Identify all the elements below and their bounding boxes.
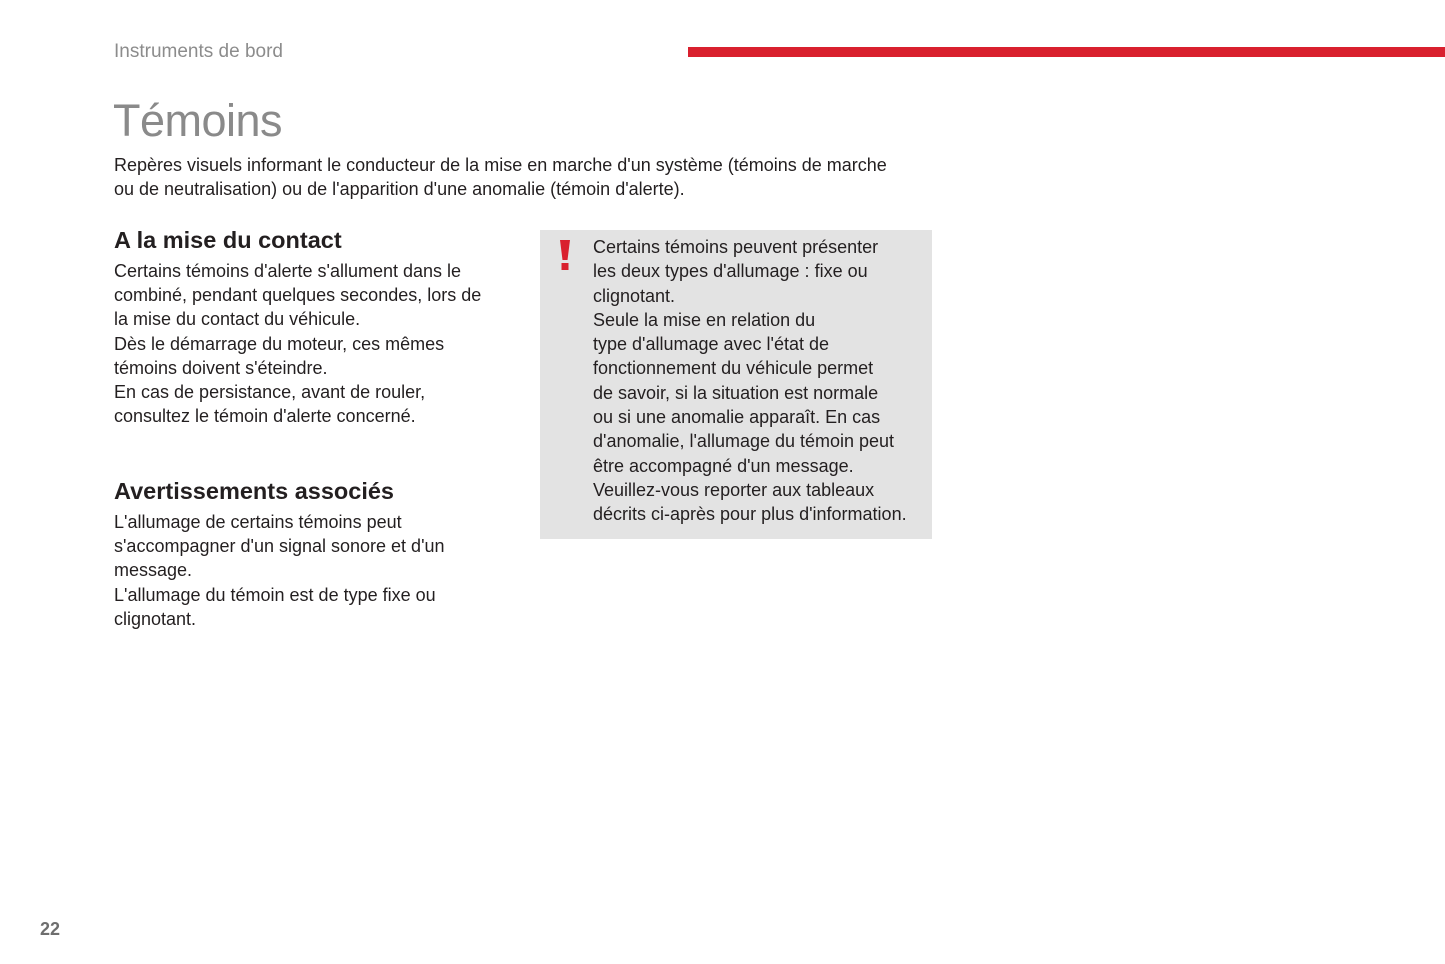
section-heading: Avertissements associés <box>114 478 394 504</box>
section-body: Certains témoins d'alerte s'allument dans le combiné, pendant quelques secondes, lors de la mise du contact du véhicule. Dès le démarrage du moteur, ces mêmes témoins doivent s'éteindre. En cas de persistance, avant de rouler, consultez le témoin d'alerte concerné. <box>114 261 482 427</box>
note-text: Certains témoins peuvent présenter les deux types d'allumage : fixe ou clignotant. Seule la mise en relation du type d'allumage avec l'état de fonctionnement du véhicule permet de savoir, si la situation est normale ou si une anomalie apparaît. En cas d'anomalie, l'allumage du témoin peut être accompagné d'un message. Veuillez-vous reporter aux tableaux décrits ci-après pour plus d'information. <box>593 237 907 525</box>
warning-note-box <box>540 230 932 539</box>
page-number: 22 <box>40 919 61 939</box>
section-warnings <box>114 476 514 631</box>
section-heading: A la mise du contact <box>114 227 342 253</box>
exclamation-warning-icon <box>557 238 573 272</box>
intro-text: Repères visuels informant le conducteur de la mise en marche d'un système (témoins de marche ou de neutralisation) ou de l'apparition d'une anomalie (témoin d'alerte). <box>114 155 887 200</box>
header-accent-bar <box>688 47 1445 57</box>
section-label: Instruments de bord <box>114 41 283 62</box>
page-title: Témoins <box>113 95 283 146</box>
intro-paragraph <box>114 153 934 201</box>
section-body: L'allumage de certains témoins peut s'accompagner d'un signal sonore et d'un message. L'allumage du témoin est de type fixe ou clignotant. <box>114 512 445 629</box>
section-ignition <box>114 225 514 428</box>
